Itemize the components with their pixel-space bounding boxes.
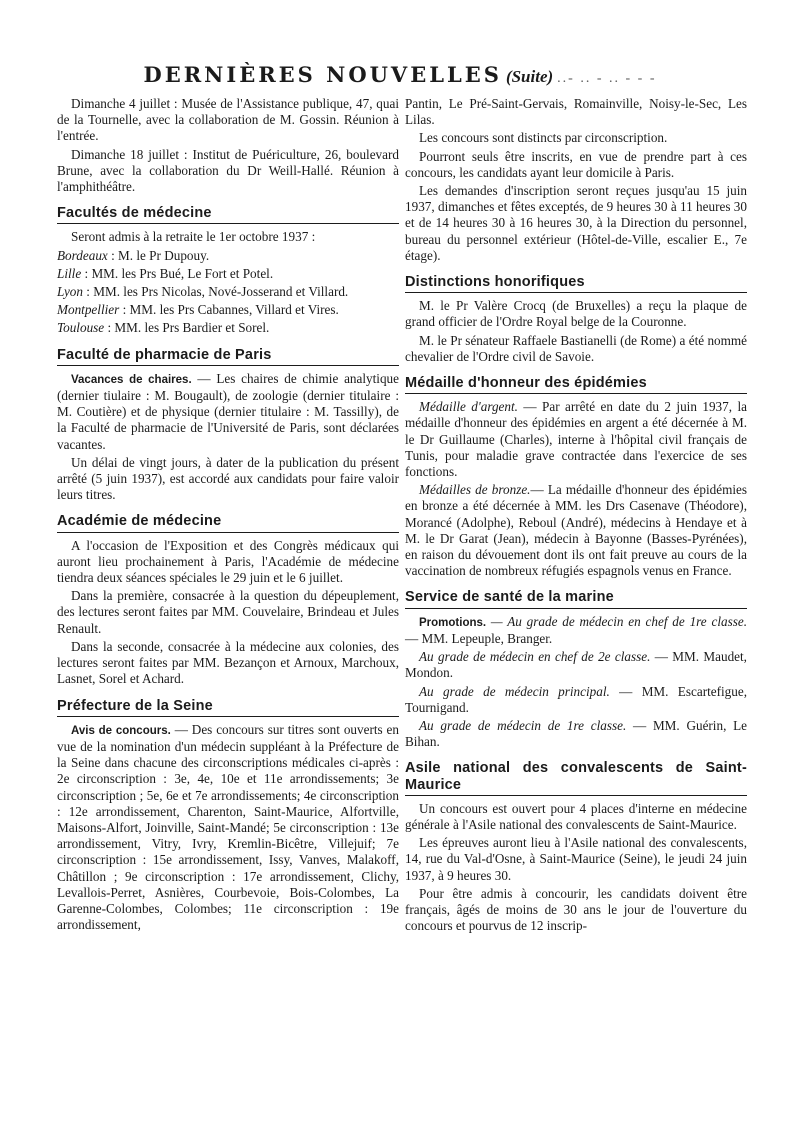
header-suite: (Suite) (505, 67, 554, 86)
section-heading-pharmacie: Faculté de pharmacie de Paris (57, 347, 399, 366)
retraite-intro: Seront admis à la retraite le 1er octobre 1937 : (71, 229, 316, 245)
right-column (405, 96, 747, 936)
retraite-lyon: Lyon : MM. les Prs Nicolas, Nové-Josserand et Villard. (57, 284, 349, 300)
section-heading-marine: Service de santé de la marine (405, 589, 747, 608)
retraite-toulouse: Toulouse : MM. les Prs Bardier et Sorel. (57, 320, 270, 336)
concours-distincts: Les concours sont distincts par circonscription. (419, 130, 668, 146)
header-dots: ..- .. - .. - - - (557, 71, 657, 86)
asile-concours-paragraph: Un concours est ouvert pour 4 places d'interne en médecine générale à l'Asile national des convalescents de Saint-Maurice. (405, 800, 747, 832)
distinction-crocq: M. le Pr Valère Crocq (de Bruxelles) a reçu la plaque de grand officier de l'Ordre Royal belge de la Couronne. (405, 298, 747, 330)
inscription-dates: Les demandes d'inscription seront reçues jusqu'au 15 juin 1937, dimanches et fêtes exceptés, de 9 heures 30 à 11 heures 30 et de 14 heures 30 à 16 heures 30, à la Direction du personnel, bureau du personnel extérieur (Hôtel-de-Ville, escalier E., 7e étage). (405, 183, 747, 263)
header-title: DERNIÈRES NOUVELLES (143, 62, 502, 87)
academie-paragraph-1: A l'occasion de l'Exposition et des Congrès médicaux qui auront lieu prochainement à Paris, l'Académie de médecine tiendra deux séances spéciales le 29 juin et le 6 juillet. (57, 537, 399, 586)
section-heading-facultes: Facultés de médecine (57, 205, 399, 224)
inscription-conditions: Pourront seuls être inscrits, en vue de prendre part à ces concours, les candidats ayant leur domicile à Paris. (405, 148, 747, 180)
vacances-chaires-paragraph: Vacances de chaires. — Les chaires de chimie analytique (dernier tiulaire : M. Bougault), de zoologie (dernier titulaire : M. Coutière) et de physique (dernier titulaire : M. Tassilly), de la Faculté de pharmacie de l'Université de Paris, sont déclarées vacantes. (57, 370, 399, 452)
section-heading-epidemies: Médaille d'honneur des épidémies (405, 375, 747, 394)
page-header (0, 62, 800, 87)
academie-paragraph-3: Dans la seconde, consacrée à la médecine aux colonies, des lectures seront faites par MM. Bezançon et Arnoux, Marchoux, Lasnet, Sorel et Achard. (57, 638, 399, 687)
promotion-principal: Au grade de médecin principal. — MM. Escartefigue, Tournigand. (405, 683, 747, 715)
museum-visit-paragraph: Dimanche 4 juillet : Musée de l'Assistance publique, 47, quai de la Tournelle, avec la collaboration de M. Gossin. Réunion à l'entrée. (57, 96, 399, 144)
academie-paragraph-2: Dans la première, consacrée à la question du dépeuplement, des lectures seront faites par MM. Couvelaire, Brindeau et Jules Renault. (57, 588, 399, 636)
delai-paragraph: Un délai de vingt jours, à dater de la publication du présent arrêté (5 juin 1937), est accordé aux candidats pour faire valoir leurs titres. (57, 454, 399, 503)
avis-concours-paragraph: Avis de concours. — Des concours sur titres sont ouverts en vue de la nomination d'un médecin suppléant à la Préfecture de la Seine dans chacune des circonscriptions médicales ci-après : 2e circonscription : 3e, 4e, 10e et 11e arrondissements; 3e circonscription ; 5e, 6e et 7e arrondissements; 4e circonscription : 12e arrondissement, Charenton, Saint-Maurice, Alfortville, Maisons-Alfort, Joinville, Saint-Mandé; 5e circonscription : 13e arrondissement, Vitry, Ivry, Kremlin-Bicêtre, Villejuif; 7e circonscription : 15e arrondissement, Issy, Vanves, Malakoff, Châtillon ; 9e circonscription : 17e arrondissement, Clichy, Levallois-Perret, Asnières, Courbevoie, Bois-Colombes, La Garenne-Colombes, Colombes; 11e circonscription : 19e arrondissement, (57, 721, 399, 933)
section-heading-distinctions: Distinctions honorifiques (405, 274, 747, 293)
asile-epreuves-paragraph: Les épreuves auront lieu à l'Asile national des convalescents, 14, rue du Val-d'Osne, à Saint-Maurice (Seine), le jeudi 24 juin 1937, à 9 heures 30. (405, 835, 747, 883)
medaille-bronze-paragraph: Médailles de bronze.— La médaille d'honneur des épidémies en bronze a été décernée à MM. les Drs Casenave (Théodore), Morancé (Adolphe), Reboul (André), médecins à Hendaye et à M. le Dr Garat (Jean), médecin à Bayonne (Basses-Pyrénées), en raison du dévouement dont ils ont fait preuve au cours de la vaccination de nombreux réfugiés espagnols venus en France. (405, 482, 748, 579)
circonscription-continuation: Pantin, Le Pré-Saint-Gervais, Romainville, Noisy-le-Sec, Les Lilas. (405, 96, 747, 128)
retraite-montpellier: Montpellier : MM. les Prs Cabannes, Villard et Vires. (57, 302, 339, 318)
puericulture-visit-paragraph: Dimanche 18 juillet : Institut de Puériculture, 26, boulevard Brune, avec la collaboration du Dr Weill-Hallé. Réunion à l'amphithéâtre. (57, 146, 399, 195)
promotion-chef-1re: Promotions. — Au grade de médecin en chef de 1re classe. — MM. Lepeuple, Branger. (405, 613, 747, 646)
retraite-lille: Lille : MM. les Prs Bué, Le Fort et Potel. (57, 265, 274, 281)
medaille-argent-paragraph: Médaille d'argent. — Par arrêté en date du 2 juin 1937, la médaille d'honneur des épidémies en argent a été décernée à M. le Dr Guillaume (Charles), interne à l'hôpital civil français de Tunis, pour maladie grave contractée dans l'exercice de ses fonctions. (405, 399, 747, 480)
promotion-chef-2e: Au grade de médecin en chef de 2e classe. — MM. Maudet, Mondon. (405, 649, 747, 681)
left-column (57, 96, 399, 935)
section-heading-asile: Asile national des convalescents de Saint-Maurice (405, 760, 747, 795)
distinction-bastianelli: M. le Pr sénateur Raffaele Bastianelli (de Rome) a été nommé chevalier de l'Ordre civil de Savoie. (405, 332, 747, 364)
retraite-bordeaux: Bordeaux : M. le Pr Dupouy. (57, 247, 210, 263)
section-heading-academie: Académie de médecine (57, 513, 399, 532)
promotion-1re-classe: Au grade de médecin de 1re classe. — MM. Guérin, Le Bihan. (405, 717, 748, 750)
section-heading-prefecture: Préfecture de la Seine (57, 698, 399, 717)
asile-conditions-paragraph: Pour être admis à concourir, les candidats doivent être français, âgés de moins de 30 ans le jour de l'ouverture du concours et pourvus de 12 inscrip- (405, 885, 747, 934)
